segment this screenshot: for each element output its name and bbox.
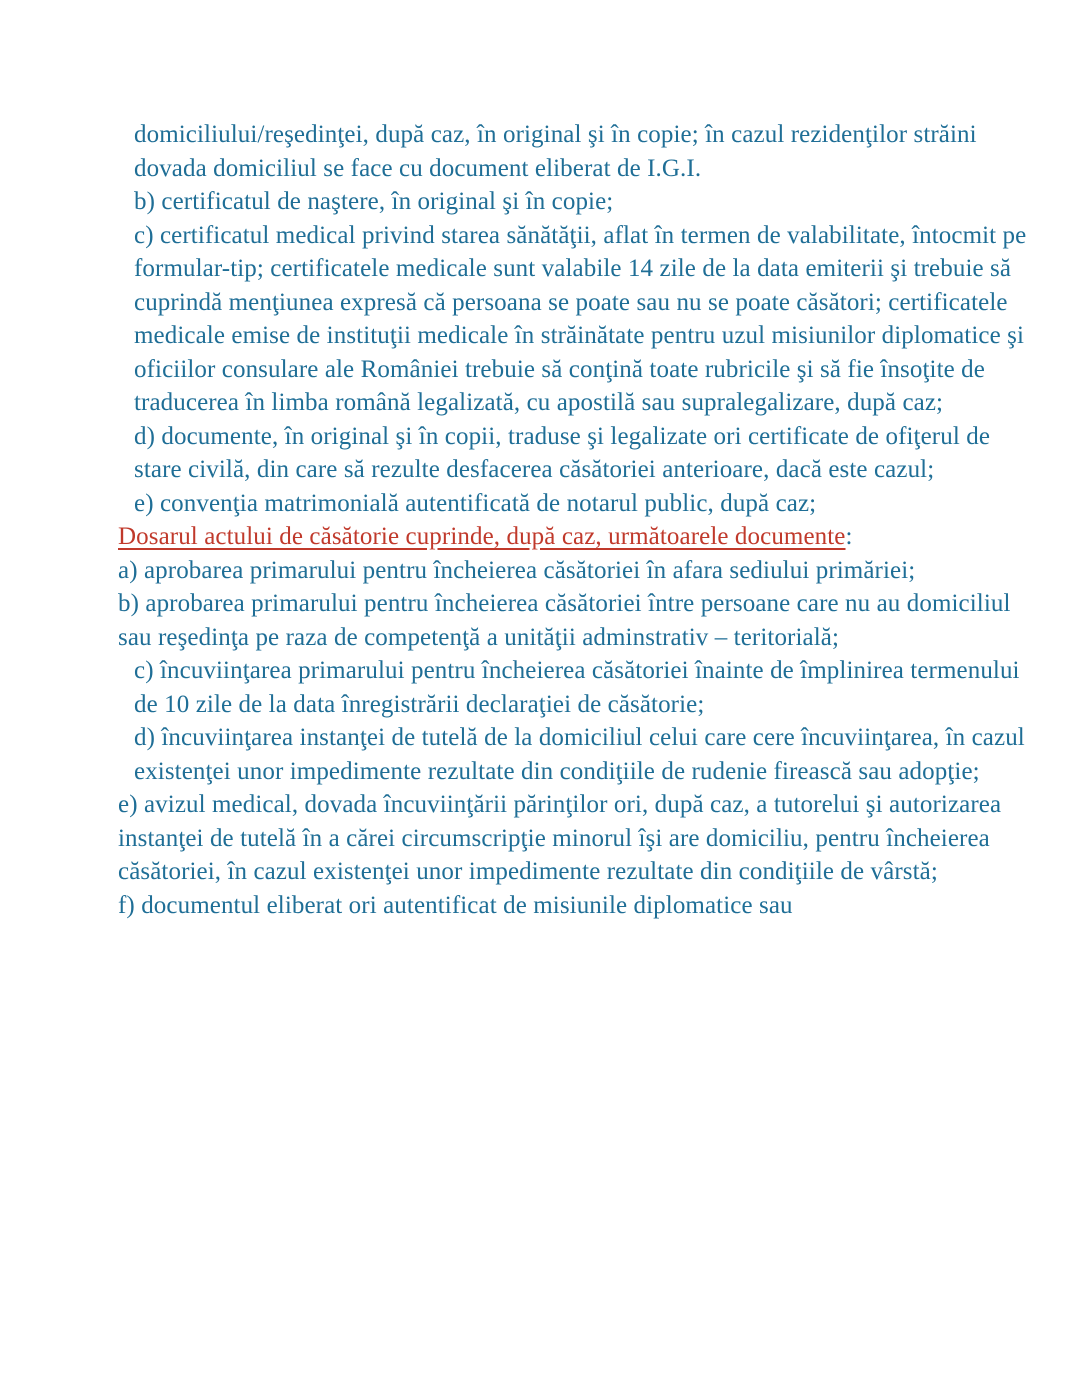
- section-heading-colon: :: [845, 523, 853, 550]
- list-item-c-mayor-consent-term: c) încuviinţarea primarului pentru încheierea căsătoriei înainte de împlinirea termenului de 10 zile de la data înregistrării declaraţiei de căsătorie;: [134, 657, 1020, 718]
- list-item-e-medical-opinion: e) avizul medical, dovada încuviinţării părinţilor ori, după caz, a tutorelui şi autorizarea instanţei de tutelă în a cărei circumscripţie minorul îşi are domiciliu, pentru încheierea căsătoriei, în cazul existenţei unor impedimente rezultate din condiţiile de vârstă;: [118, 791, 1002, 885]
- paragraph-item-b-birth-certificate: b) certificatul de naştere, în original şi în copie;: [134, 188, 614, 215]
- list-item-a-mayor-approval-outside: a) aprobarea primarului pentru încheierea căsătoriei în afara sediului primăriei;: [118, 556, 916, 584]
- paragraph-continuation: domiciliului/reşedinţei, după caz, în original şi în copie; în cazul rezidenţilor străini dovada domiciliul se face cu document eliberat de I.G.I.: [134, 121, 977, 182]
- list-item-d-guardianship-court-consent: d) încuviinţarea instanţei de tutelă de la domiciliul celui care cere încuviinţarea, în cazul existenţei unor impedimente rezultate din condiţiile de rudenie firească sau adopţie;: [134, 724, 1025, 785]
- list-item-f-diplomatic-document: f) documentul eliberat ori autentificat de misiunile diplomatice sau: [118, 891, 793, 919]
- paragraph-item-c-medical-certificate: c) certificatul medical privind starea sănătăţii, aflat în termen de valabilitate, întocmit pe formular-tip; certificatele medicale sunt valabile 14 zile de la data emiterii şi trebuie să cuprindă menţiunea expresă că persoana se poate sau nu se poate căsători; certificatele medicale emise de instituţii medicale în străinătate pentru uzul misiunilor diplomatice şi oficiilor consulare ale României trebuie să conţină toate rubricile şi să fie însoţite de traducerea în limba română legalizată, cu apostilă sau supralegalizare, după caz;: [134, 221, 1027, 416]
- section-heading-dosar: [118, 520, 1038, 554]
- list-item-b-mayor-approval-persons: b) aprobarea primarului pentru încheierea căsătoriei între persoane care nu au domiciliul sau reşedinţa pe raza de competenţă a unităţii adminstrativ – teritorială;: [118, 590, 1011, 651]
- paragraph-item-e-matrimonial-convention: e) convenţia matrimonială autentificată de notarul public, după caz;: [134, 489, 817, 517]
- section-heading-underlined-text: Dosarul actului de căsătorie cuprinde, după caz, următoarele documente: [118, 523, 846, 550]
- document-text-body: [118, 118, 1038, 922]
- paragraph-item-d-documents: d) documente, în original şi în copii, traduse şi legalizate ori certificate de ofiţerul de stare civilă, din care să rezulte desfacerea căsătoriei anterioare, dacă este cazul;: [134, 422, 991, 483]
